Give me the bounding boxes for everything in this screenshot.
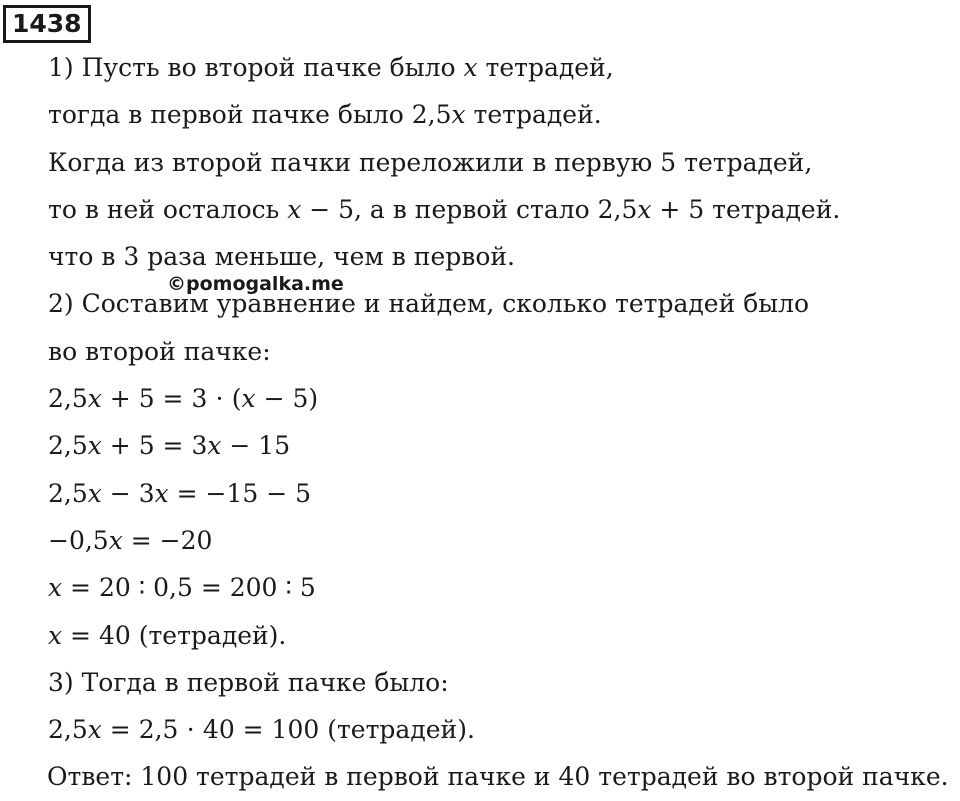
solution-line: 1) Пусть во второй пачке было 𝑥 тетрадей, — [48, 53, 614, 82]
solution-line: 3) Тогда в первой пачке было: — [48, 667, 449, 697]
watermark-text: ©pomogalka.me — [167, 273, 344, 295]
equation-line: 𝑥 = 20 ∶ 0,5 = 200 ∶ 5 — [48, 573, 316, 603]
equation-line: 2,5𝑥 + 5 = 3 ⋅ (𝑥 − 5) — [48, 384, 319, 414]
equation-line: 𝑥 = 40 (тетрадей). — [48, 620, 287, 650]
equation-line: 2,5𝑥 + 5 = 3𝑥 − 15 — [48, 431, 291, 461]
solution-line: что в 3 раза меньше, чем в первой. — [48, 242, 516, 272]
solution-line: тогда в первой пачке было 2,5𝑥 тетрадей. — [48, 100, 602, 130]
equation-line: 2,5𝑥 = 2,5 ⋅ 40 = 100 (тетрадей). — [48, 715, 475, 745]
solution-line: 2) Составим уравнение и найдем, сколько тетрадей было — [48, 289, 810, 319]
answer-line: Ответ: 100 тетрадей в первой пачке и 40 тетрадей во второй пачке. — [47, 762, 949, 792]
task-number-badge: 1438 — [3, 5, 91, 43]
solution-text — [48, 44, 949, 801]
solution-line: Когда из второй пачки переложили в первую 5 тетрадей, — [48, 147, 813, 177]
solution-line: во второй пачке: — [48, 336, 271, 366]
equation-line: −0,5𝑥 = −20 — [48, 525, 213, 555]
solution-line: то в ней осталось 𝑥 − 5, а в первой стало 2,5𝑥 + 5 тетрадей. — [48, 194, 841, 224]
equation-line: 2,5𝑥 − 3𝑥 = −15 − 5 — [48, 478, 312, 508]
